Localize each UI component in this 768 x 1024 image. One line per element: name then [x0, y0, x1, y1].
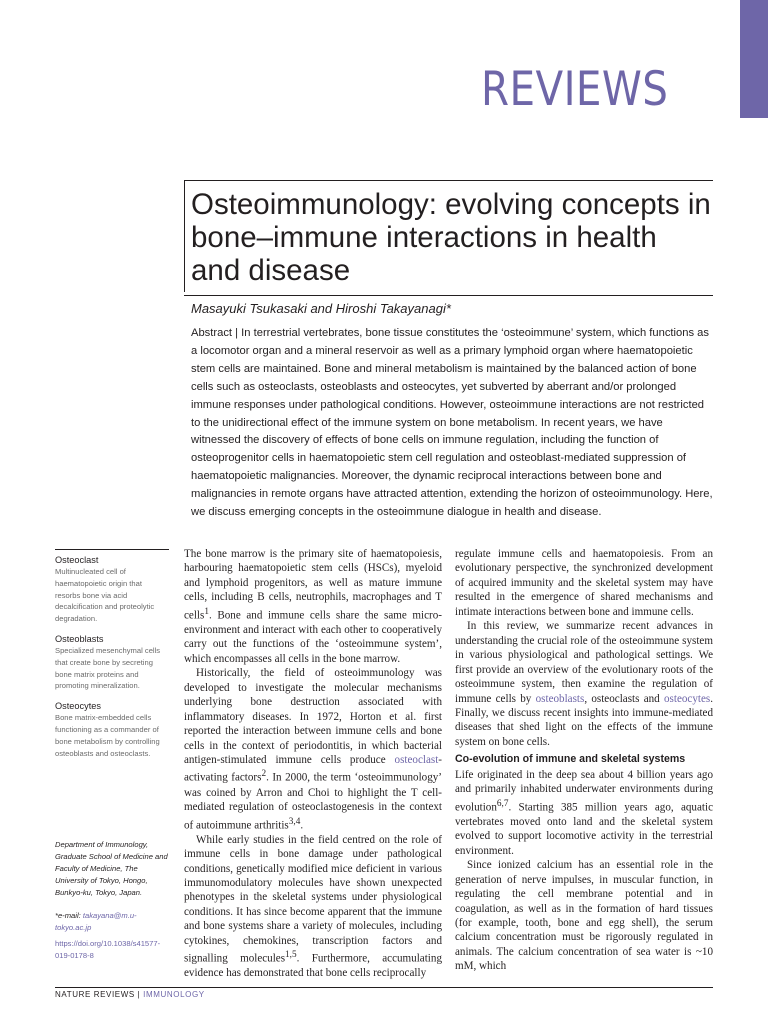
glossary-term: Osteocytes: [55, 701, 101, 712]
paragraph: While early studies in the field centred on the role of immune cells in bone damage under pathological conditions, genetically modified mice deficient in various immunomodulatory molecules have shown unexpected phenotypes in the skeletal systems under physiological conditions. It has since become apparent that the immune and bone systems share a variety of molecules, including cytokines, chemokines, transcription factors and signalling molecules$^{1,5}$. Furthermore, accumulating evidence has demonstrated that bone cells reciprocally: [184, 833, 442, 980]
glossary-term: Osteoblasts: [55, 633, 104, 644]
paragraph: regulate immune cells and haematopoiesis. From an evolutionary perspective, the synchronized development of acquired immunity and the skeletal system may have resulted in the emergence of shared mechanisms and intimate interactions between bone and immune cells.: [455, 548, 713, 618]
citation-ref[interactable]: 1,5: [285, 950, 297, 961]
article-title: Osteoimmunology: evolving concepts in bone–immune interactions in health and disease: [191, 188, 711, 287]
glossary-link-osteoclast[interactable]: osteoclast: [394, 754, 439, 767]
paragraph: The bone marrow is the primary site of haematopoiesis, harbouring haematopoietic stem cells (HSCs), myeloid and lymphoid progenitors, as well as mature immune cells, including B cells, neutrophils, macrophages and T cells$^1$. Bone and immune cells share the same micro-environment and interact with each other to cooperatively carry out the functions of the ‘osteoimmune system’, which encompasses all cells in the bone marrow.: [184, 548, 442, 665]
abstract-separator: |: [232, 327, 242, 339]
footer-section: IMMUNOLOGY: [143, 990, 205, 999]
email-link[interactable]: takayana@m.u-tokyo.ac.jp: [55, 911, 137, 932]
author-rule: [184, 295, 713, 296]
page-footer: [55, 990, 205, 999]
article-authors: Masayuki Tsukasaki and Hiroshi Takayanagi*: [191, 301, 451, 316]
glossary-link-osteoblasts[interactable]: osteoblasts: [535, 692, 585, 705]
glossary-definition: Bone matrix-embedded cells functioning as a commander of bone metabolism by controlling osteoblasts and osteoclasts.: [55, 713, 160, 758]
citation-ref[interactable]: 1: [204, 606, 209, 617]
glossary-definition: Multinucleated cell of haematopoietic origin that resorbs bone via acid decalcification and proteolytic degradation.: [55, 567, 155, 624]
glossary-definition: Specialized mesenchymal cells that create bone by secreting bone matrix proteins and promoting mineralization.: [55, 645, 161, 691]
email-label: *e-mail:: [55, 911, 83, 920]
abstract-text: In terrestrial vertebrates, bone tissue constitutes the ‘osteoimmune’ system, which functions as a locomotor organ and a mineral reservoir as well as a primary lymphoid organ where haematopoietic stem cells are maintained. Bone and mineral metabolism is maintained by the balanced action of bone cells such as osteoclasts, osteoblasts and osteocytes, yet subverted by aberrant and/or prolonged immune responses under pathological conditions. However, osteoimmune interactions are not restricted to the unidirectional effect of the immune system on bone metabolism. In recent years, we have witnessed the discovery of effects of bone cells on immune regulation, including the function of osteoprogenitor cells in haematopoietic stem cell regulation and osteoblast-mediated suppression of haematopoietic malignancies. Moreover, the dynamic reciprocal interactions between bone and malignancies in remote organs have attracted attention, extending the horizon of osteoimmunology. Here, we discuss emerging concepts in the osteoimmune dialogue in health and disease.: [191, 327, 713, 519]
glossary-term: Osteoclast: [55, 555, 99, 565]
glossary-sidebar: [55, 549, 169, 767]
paragraph: In this review, we summarize recent advances in understanding the crucial role of the osteoimmune system in various physiological and pathological settings. We first provide an overview of the evolutionary roots of the osteoimmune system, then examine the regulation of immune cells by osteoblasts, osteoclasts and osteocytes. Finally, we discuss recent insights into immune-mediated diseases that shed light on the effects of the immune system on bone cells.: [455, 620, 713, 748]
section-label: REVIEWS: [481, 62, 669, 117]
glossary-link-osteocytes[interactable]: osteocytes: [664, 692, 711, 705]
title-top-rule: [184, 180, 713, 181]
section-heading: Co-evolution of immune and skeletal systems: [455, 753, 686, 766]
author-affiliation: Department of Immunology, Graduate School of Medicine and Faculty of Medicine, The University of Tokyo, Hongo, Bunkyo-ku, Tokyo, Japan.: [55, 840, 168, 897]
body-column-2: [455, 547, 713, 974]
footer-rule: [55, 987, 713, 988]
glossary-rule: [55, 549, 169, 550]
paragraph: Historically, the field of osteoimmunology was developed to investigate the molecular mechanisms underlying bone destruction associated with inflammatory diseases. In 1972, Horton et al. first reported the interaction between immune cells and bone cells in the context of periodontitis, in which bacterial antigen-stimulated immune cells produce osteoclast-activating factors$^2$. In 2000, the term ‘osteoimmunology’ was coined by Arron and Choi to highlight the T cell-mediated regulation of osteoclastogenesis in the context of autoimmune arthritis$^{3,4}$.: [184, 667, 442, 832]
doi-link[interactable]: https://doi.org/10.1038/s41577-019-0178-8: [55, 939, 161, 960]
paragraph: Life originated in the deep sea about 4 billion years ago and primarily inhabited underwater environments during evolution$^{6,7}$. Starting 385 million years ago, aquatic vertebrates moved onto land and the skeletal system evolved to support locomotive activity in the terrestrial environment.: [455, 768, 713, 857]
abstract: [191, 325, 713, 522]
title-side-rule: [184, 180, 185, 292]
section-color-tab: [740, 0, 768, 118]
paragraph: Since ionized calcium has an essential role in the generation of nerve impulses, in muscular function, in regulating the cell membrane potential and in coagulation, as well as in the formation of hard tissues (for example, tooth, bone and egg shell), the serum calcium concentration must be rigorously regulated in animals. The calcium concentration of sea water is ~10 mM, which: [455, 859, 713, 973]
citation-ref[interactable]: 3,4: [288, 816, 301, 827]
footer-journal: NATURE REVIEWS: [55, 990, 135, 999]
corresponding-email: [55, 910, 169, 934]
citation-ref[interactable]: 2: [261, 769, 267, 780]
abstract-label: Abstract: [191, 327, 233, 339]
body-column-1: [184, 547, 442, 981]
footer-separator: |: [134, 990, 144, 999]
citation-ref[interactable]: 6,7: [496, 798, 509, 809]
